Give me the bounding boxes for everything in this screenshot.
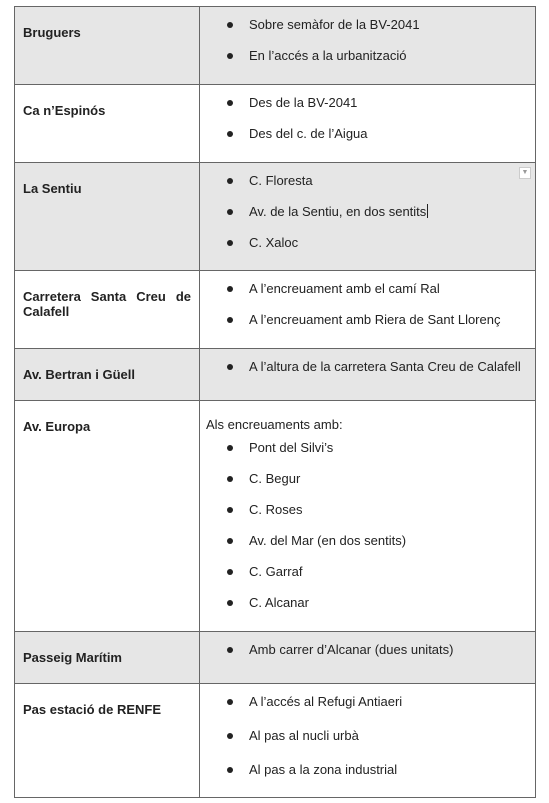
- points-list: [206, 694, 529, 778]
- list-item: C. Xaloc: [206, 235, 529, 251]
- bullet-icon: [227, 178, 233, 184]
- cell-intro-text: Als encreuaments amb:: [206, 417, 343, 432]
- cell-menu-chevron-icon[interactable]: ▼: [519, 167, 531, 179]
- table-row: [15, 163, 536, 271]
- bullet-icon: [227, 209, 233, 215]
- bullet-icon: [227, 767, 233, 773]
- list-item: Amb carrer d’Alcanar (dues unitats): [206, 642, 529, 658]
- points-cell[interactable]: [200, 401, 536, 632]
- bullet-icon: [227, 538, 233, 544]
- list-item: C. Floresta: [206, 173, 529, 189]
- text-cursor: [427, 204, 428, 218]
- points-list: [206, 642, 529, 658]
- location-cell: Av. Bertran i Güell: [15, 349, 200, 401]
- points-cell[interactable]: [200, 632, 536, 684]
- points-list: [206, 17, 529, 64]
- points-cell[interactable]: [200, 349, 536, 401]
- points-list: [206, 440, 529, 611]
- list-item: Av. del Mar (en dos sentits): [206, 533, 529, 549]
- table-row: [15, 684, 536, 798]
- location-cell: La Sentiu: [15, 163, 200, 271]
- points-cell[interactable]: [200, 684, 536, 798]
- list-item: C. Begur: [206, 471, 529, 487]
- bullet-icon: [227, 22, 233, 28]
- table-row: [15, 7, 536, 85]
- points-cell[interactable]: [200, 163, 536, 271]
- locations-table: [14, 6, 536, 798]
- list-item: C. Garraf: [206, 564, 529, 580]
- location-cell: Bruguers: [15, 7, 200, 85]
- list-item: Al pas al nucli urbà: [206, 728, 529, 744]
- bullet-icon: [227, 699, 233, 705]
- list-item: A l’encreuament amb el camí Ral: [206, 281, 529, 297]
- location-cell: Passeig Marítim: [15, 632, 200, 684]
- points-cell[interactable]: [200, 271, 536, 349]
- bullet-icon: [227, 131, 233, 137]
- points-list: [206, 281, 529, 328]
- bullet-icon: [227, 240, 233, 246]
- list-item: Des del c. de l’Aigua: [206, 126, 529, 142]
- location-cell: Ca n’Espinós: [15, 85, 200, 163]
- bullet-icon: [227, 647, 233, 653]
- bullet-icon: [227, 569, 233, 575]
- list-item: En l’accés a la urbanització: [206, 48, 529, 64]
- list-item: Sobre semàfor de la BV-2041: [206, 17, 529, 33]
- bullet-icon: [227, 53, 233, 59]
- table-row: [15, 632, 536, 684]
- points-cell[interactable]: [200, 7, 536, 85]
- bullet-icon: [227, 364, 233, 370]
- list-item: Av. de la Sentiu, en dos sentits: [206, 204, 529, 220]
- bullet-icon: [227, 286, 233, 292]
- list-item: C. Roses: [206, 502, 529, 518]
- bullet-icon: [227, 445, 233, 451]
- location-cell: Carretera Santa Creu de Calafell: [15, 271, 200, 349]
- points-list: [206, 173, 529, 251]
- list-item: Al pas a la zona industrial: [206, 762, 529, 778]
- list-item: A l’altura de la carretera Santa Creu de Calafell: [206, 359, 529, 375]
- table-row: [15, 401, 536, 632]
- location-cell: Av. Europa: [15, 401, 200, 632]
- list-item: C. Alcanar: [206, 595, 529, 611]
- table-row: [15, 85, 536, 163]
- location-cell: Pas estació de RENFE: [15, 684, 200, 798]
- list-item: A l’accés al Refugi Antiaeri: [206, 694, 529, 710]
- list-item: Pont del Silvi’s: [206, 440, 529, 456]
- bullet-icon: [227, 733, 233, 739]
- table-row: [15, 271, 536, 349]
- list-item: Des de la BV-2041: [206, 95, 529, 111]
- table-row: [15, 349, 536, 401]
- list-item: A l’encreuament amb Riera de Sant Llorenç: [206, 312, 529, 328]
- bullet-icon: [227, 317, 233, 323]
- bullet-icon: [227, 507, 233, 513]
- points-cell[interactable]: [200, 85, 536, 163]
- points-list: [206, 95, 529, 142]
- points-list: [206, 359, 529, 375]
- bullet-icon: [227, 600, 233, 606]
- bullet-icon: [227, 100, 233, 106]
- bullet-icon: [227, 476, 233, 482]
